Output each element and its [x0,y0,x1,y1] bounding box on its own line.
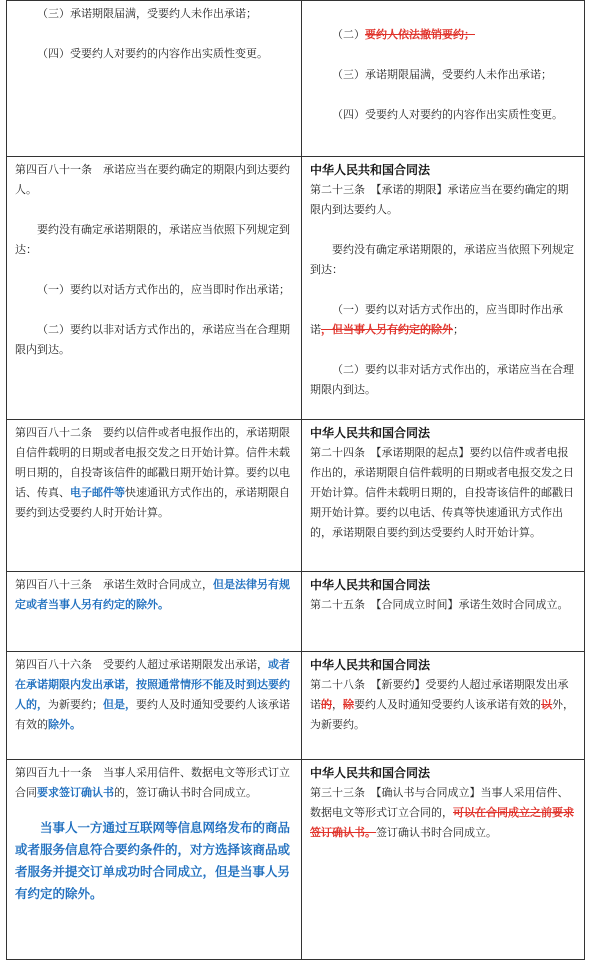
table-row [7,652,585,760]
law-title: 中华人民共和国合同法 [310,163,431,177]
article-text: 第四百八十二条 要约以信件或者电报作出的，承诺期限自信件载明的日期或者电报交发之日开始计算。信件未载明日期的，自投寄该信件的邮戳日期开始计算。要约以电话、传真、电子邮件等快速通讯方式作出的，承诺期限自要约到达受要约人时开始计算。 [15,426,290,519]
clause-text: （二）要约以非对话方式作出的，承诺应当在合理期限内到达。 [310,363,574,396]
article-text: 第二十四条 【承诺期限的起点】要约以信件或者电报作出的，承诺期限自信件载明的日期或者电报交发之日开始计算。信件未载明日期的，自投寄该信件的邮戳日期开始计算。要约以电话、传真等快速通讯方式作出的，承诺期限自要约到达受要约人时开始计算。 [310,446,574,539]
clause-text: （二）要约以非对话方式作出的，承诺应当在合理期限内到达。 [15,323,290,356]
article-text: 第四百九十一条 当事人采用信件、数据电文等形式订立合同要求签订确认书的，签订确认书时合同成立。 [15,766,290,799]
contract-law-cell [302,760,585,960]
clause-text: （三）承诺期限届满，受要约人未作出承诺； [37,7,257,20]
contract-law-cell [302,1,585,157]
deleted-text: 以 [541,698,552,711]
clause-text: 要约没有确定承诺期限的，承诺应当依照下列规定到达： [15,223,290,256]
article-text: 第二十五条 【合同成立时间】承诺生效时合同成立。 [310,598,569,611]
added-text: 可以在合同成立之前要求签订确认书。 [310,806,574,839]
article-text: 第四百八十六条 受要约人超过承诺期限发出承诺，或者在承诺期限内发出承诺，按照通常情形不能及时到达要约人的，为新要约；但是，要约人及时通知受要约人该承诺有效的除外。 [15,658,290,731]
added-text: 或者在承诺期限内发出承诺，按照通常情形不能及时到达要约人的， [15,658,290,711]
clause-text: （三）承诺期限届满，受要约人未作出承诺； [332,68,552,81]
law-title: 中华人民共和国合同法 [310,658,431,672]
contract-law-cell [302,572,585,652]
added-text: 但是， [103,698,136,711]
clause-text: （一）要约以对话方式作出的，应当即时作出承诺； [37,283,290,296]
law-title: 中华人民共和国合同法 [310,766,431,780]
law-comparison-table [6,0,585,960]
civil-code-cell [7,652,302,760]
contract-law-cell [302,652,585,760]
contract-law-cell [302,420,585,572]
law-title: 中华人民共和国合同法 [310,578,431,592]
civil-code-cell [7,157,302,420]
added-paragraph: 当事人一方通过互联网等信息网络发布的商品或者服务信息符合要约条件的，对方选择该商品或者服务并提交订单成功时合同成立，但是当事人另有约定的除外。 [15,820,291,901]
table-row [7,760,585,960]
deleted-text: 的 [321,698,332,711]
civil-code-cell [7,1,302,157]
added-text: 要求签订确认书 [37,786,114,799]
article-text: 第二十八条 【新要约】受要约人超过承诺期限发出承诺的，除要约人及时通知受要约人该承诺有效的以外，为新要约。 [310,678,574,731]
civil-code-cell [7,760,302,960]
clause-text: （二）要约人依法撤销要约； [332,28,475,41]
added-text: 电子邮件等 [70,486,125,499]
clause-text: （四）受要约人对要约的内容作出实质性变更。 [37,47,268,60]
law-title: 中华人民共和国合同法 [310,426,431,440]
deleted-text: 除 [343,698,354,711]
added-text: 但是法律另有规定或者当事人另有约定的除外。 [15,578,290,611]
clause-text: （一）要约以对话方式作出的，应当即时作出承诺，但当事人另有约定的除外； [310,303,563,336]
civil-code-cell [7,420,302,572]
article-text: 第四百八十三条 承诺生效时合同成立，但是法律另有规定或者当事人另有约定的除外。 [15,578,290,611]
contract-law-cell [302,157,585,420]
table-row [7,420,585,572]
table-row [7,157,585,420]
civil-code-cell [7,572,302,652]
clause-text: （四）受要约人对要约的内容作出实质性变更。 [332,108,563,121]
article-text: 第四百八十一条 承诺应当在要约确定的期限内到达要约人。 [15,163,290,196]
added-text: ，但当事人另有约定的除外 [321,323,453,336]
article-text: 第二十三条 【承诺的期限】承诺应当在要约确定的期限内到达要约人。 [310,183,569,216]
added-text: 要约人依法撤销要约； [365,28,475,41]
added-text: 除外。 [48,718,81,731]
clause-text: 要约没有确定承诺期限的，承诺应当依照下列规定到达： [310,243,574,276]
table-row [7,1,585,157]
table-row [7,572,585,652]
article-text: 第三十三条 【确认书与合同成立】当事人采用信件、数据电文等形式订立合同的，可以在合同成立之前要求签订确认书。签订确认书时合同成立。 [310,786,574,839]
